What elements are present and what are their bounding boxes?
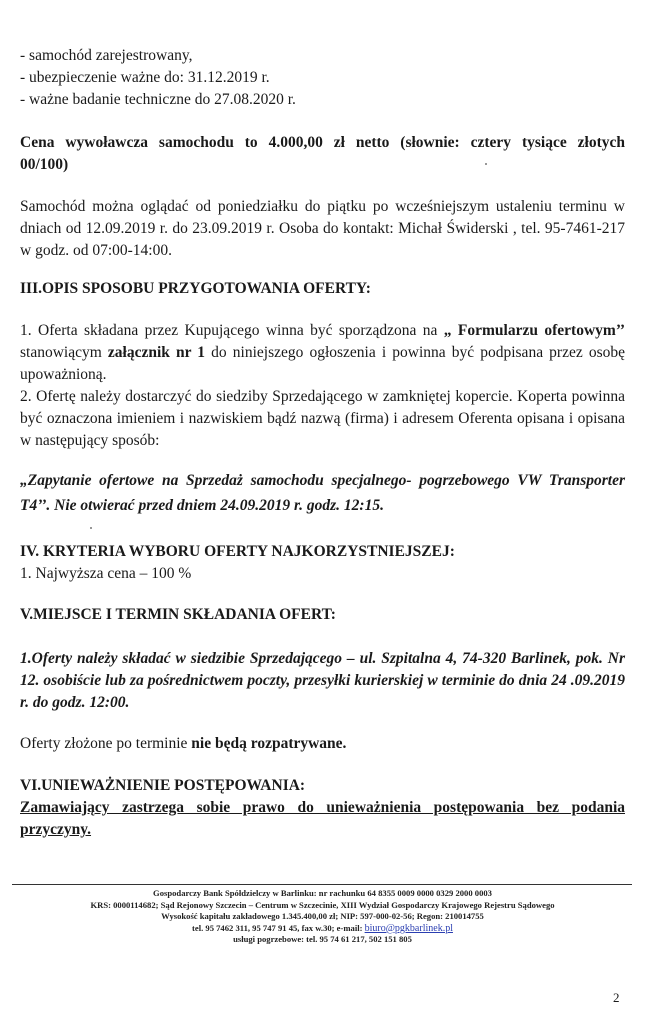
footer: [0, 888, 645, 946]
section-3-heading: III.OPIS SPOSOBU PRZYGOTOWANIA OFERTY:: [20, 280, 371, 297]
p1-text-c: stanowiącym: [20, 344, 108, 361]
section-4-heading: IV. KRYTERIA WYBORU OFERTY NAJKORZYSTNIEJSZEJ:: [20, 543, 455, 560]
footer-email-link[interactable]: biuro@pgkbarlinek.pl: [364, 922, 453, 934]
footer-bank: Gospodarczy Bank Spółdzielczy w Barlinku: nr rachunku 64 8355 0009 0000 0329 2000 0003: [153, 888, 492, 898]
condition-insurance: - ubezpieczenie ważne do: 31.12.2019 r.: [20, 69, 270, 86]
envelope-label-line-1: „Zapytanie ofertowe na Sprzedaż samochodu specjalnego- pogrzebowego VW Transporter: [20, 472, 625, 489]
footer-divider: [12, 884, 632, 885]
submission-paragraph: 1.Oferty należy składać w siedzibie Sprzedającego – ul. Szpitalna 4, 74-320 Barlinek, pok. Nr 12. osobiście lub za pośrednictwem poczty, przesyłki kurierskiej w terminie do dnia 24 .09.2019 r. do godz. 12:00.: [20, 650, 625, 711]
section-6-heading: VI.UNIEWAŻNIENIE POSTĘPOWANIA:: [20, 777, 306, 794]
section-3-paragraph-2: 2. Ofertę należy dostarczyć do siedziby Sprzedającego w zamkniętej kopercie. Koperta powinna być oznaczona imieniem i nazwiskiem bądź nazwą (firma) i adresem Oferenta opisana i opisana w następujący sposób:: [20, 388, 625, 449]
scan-speck: [90, 527, 92, 529]
late-offers-note: [20, 733, 346, 755]
footer-krs: KRS: 0000114682; Sąd Rejonowy Szczecin – Centrum w Szczecinie, XIII Wydział Gospodarczy Krajowego Rejestru Sądowego: [90, 899, 555, 910]
scan-speck: [485, 163, 487, 165]
viewing-paragraph: Samochód można oglądać od poniedziałku do piątku po wcześniejszym ustaleniu terminu w dniach od 12.09.2019 r. do 23.09.2019 r. Osoba do kontakt: Michał Świderski , tel. 95-7461-217 w godz. od 07:00-14:00.: [20, 198, 625, 259]
section-3-paragraph-1: [20, 320, 625, 386]
price-line-2: 00/100): [20, 156, 69, 173]
attachment-ref: załącznik nr 1: [107, 344, 206, 361]
cancellation-paragraph: Zamawiający zastrzega sobie prawo do unieważnienia postępowania bez podania przyczyny.: [20, 799, 625, 838]
page-number: 2: [613, 990, 620, 1005]
footer-funeral: usługi pogrzebowe: tel. 95 74 61 217, 502 151 805: [233, 934, 412, 944]
p1-text-a: 1. Oferta składana przez Kupującego winna być sporządzona na: [20, 322, 444, 339]
condition-registered: - samochód zarejestrowany,: [20, 47, 193, 64]
footer-contact: [0, 923, 645, 935]
section-5-heading: V.MIEJSCE I TERMIN SKŁADANIA OFERT:: [20, 606, 336, 623]
late-emphasis: nie będą rozpatrywane.: [191, 735, 347, 752]
condition-inspection: - ważne badanie techniczne do 27.08.2020 r.: [20, 91, 296, 108]
form-name: „ Formularzu ofertowym’’: [443, 322, 625, 339]
price-line-1: Cena wywoławcza samochodu to 4.000,00 zł netto (słownie: cztery tysiące złotych: [20, 134, 625, 151]
criteria-item: 1. Najwyższa cena – 100 %: [20, 565, 192, 582]
footer-capital: Wysokość kapitału zakładowego 1.345.400,00 zł; NIP: 597-000-02-56; Regon: 210014755: [161, 911, 484, 921]
p1-text-e: do niniejszego ogłoszenia i powinna być podpisana przez osobę upoważnioną.: [20, 344, 625, 383]
late-text: Oferty złożone po terminie: [20, 735, 192, 752]
footer-phones: tel. 95 7462 311, 95 747 91 45, fax w.30; e-mail:: [192, 922, 365, 933]
envelope-label-line-2: T4’’. Nie otwierać przed dniem 24.09.2019 r. godz. 12:15.: [20, 497, 384, 514]
